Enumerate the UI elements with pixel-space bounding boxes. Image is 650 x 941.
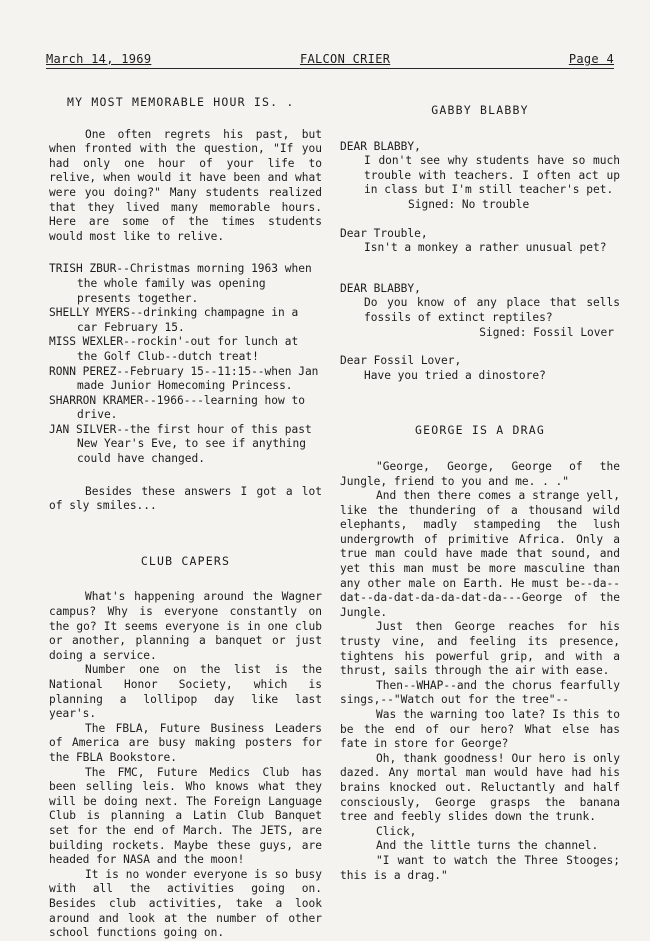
letter2-signature: Signed: Fossil Lover — [479, 325, 614, 339]
club-paragraph: It is no wonder everyone is so busy with all the activities going on. Besides club activities, take a look around and look at the number of other school functions going on. — [49, 867, 322, 940]
george-paragraph: Was the warning too late? Is this to be the end of our hero? What else has fate in store for George? — [340, 708, 620, 751]
george-paragraph: Click, — [376, 824, 417, 838]
header-rule — [46, 68, 614, 69]
club-paragraph: Number one on the list is the National Honor Society, which is planning a lollipop day like last year's. — [49, 663, 322, 721]
page-header — [46, 52, 614, 66]
memorable-closing: Besides these answers I got a lot of sly smiles... — [49, 484, 322, 513]
george-paragraph: "I want to watch the Three Stooges; this is a drag." — [340, 853, 620, 882]
reply1-salutation: Dear Trouble, — [340, 226, 428, 240]
paper-name: FALCON CRIER — [299, 52, 391, 66]
letter1-signature: Signed: No trouble — [408, 197, 530, 211]
club-title: CLUB CAPERS — [140, 553, 231, 568]
george-title: GEORGE IS A DRAG — [415, 423, 545, 438]
memorable-entry: SHELLY MYERS--drinking champagne in a car February 15. — [49, 306, 299, 334]
memorable-entry: JAN SILVER--the first hour of this past New Year's Eve, to see if anything could have changed. — [49, 422, 312, 466]
club-paragraph: The FBLA, Future Business Leaders of America are busy making posters for the FBLA Bookstore. — [49, 721, 322, 764]
letter2-body: Do you know of any place that sells fossils of extinct reptiles? — [364, 296, 620, 324]
memorable-title: MY MOST MEMORABLE HOUR IS. . — [67, 95, 295, 109]
george-paragraph: Just then George reaches for his trusty vine, and feeling its presence, tightens his powerful grip, and with a thrust, sails through the air with ease. — [340, 620, 620, 678]
george-paragraph: "George, George, George of the Jungle, friend to you and me. . ." — [340, 459, 620, 488]
issue-date: March 14, 1969 — [46, 52, 152, 66]
george-paragraph: Oh, thank goodness! Our hero is only dazed. Any mortal man would have had his brains knocked out. Reluctantly and half consciously, George grasps the banana tree and feebly slides down the trunk. — [340, 751, 620, 824]
letter1-salutation: DEAR BLABBY, — [340, 139, 421, 153]
george-paragraph: And the little turns the channel. — [376, 839, 599, 853]
club-paragraph: The FMC, Future Medics Club has been selling leis. Who knows what they will be doing next. The Foreign Language Club is planning a Latin Club Banquet set for the end of March. The JETS, are building rockets. Maybe these guys, are headed for NASA and the moon! — [49, 765, 322, 867]
george-paragraph: Then--WHAP--and the chorus fearfully sings,--"Watch out for the tree"-- — [340, 678, 620, 707]
reply1-body: Isn't a monkey a rather unusual pet? — [364, 241, 607, 255]
memorable-entry: TRISH ZBUR--Christmas morning 1963 when the whole family was opening presents together. — [49, 262, 312, 305]
george-paragraph: And then there comes a strange yell, like the thundering of a thousand wild elephants, madly stampeding the lush undergrowth of primitive Africa. Only a true man could have made that sound, and yet this man must be more masculine than any other male on Earth. He must be--da--dat--da-dat-da-da-dat-da---George of the Jungle. — [340, 489, 620, 619]
letter1-body: I don't see why students have so much trouble with teachers. I often act up in class but I'm still teacher's pet. — [364, 154, 620, 197]
club-paragraph: What's happening around the Wagner campus? Why is everyone constantly on the go? It seems everyone is in one club or another, planning a banquet or just doing a service. — [49, 590, 322, 662]
left-column — [49, 95, 322, 941]
memorable-entry: MISS WEXLER--rockin'-out for lunch at the Golf Club--dutch treat! — [49, 335, 299, 363]
memorable-intro: One often regrets his past, but when fronted with the question, "If you had only one hour of your life to relive, when would it have been and what were you doing?" Many students realized that they lived many memorable hours. Here are some of the times students would most like to relive. — [49, 127, 322, 243]
reply2-body: Have you tried a dinostore? — [364, 368, 546, 382]
memorable-entries — [49, 262, 322, 466]
reply2-salutation: Dear Fossil Lover, — [340, 354, 462, 368]
right-column — [340, 103, 620, 883]
memorable-entry: SHARRON KRAMER--1966---learning how to drive. — [49, 393, 305, 422]
gabby-title: GABBY BLABBY — [431, 103, 529, 117]
letter2-salutation: DEAR BLABBY, — [340, 281, 421, 295]
page-number: Page 4 — [568, 52, 614, 66]
memorable-entry: RONN PEREZ--February 15--11:15--when Jan made Junior Homecoming Princess. — [49, 364, 319, 393]
